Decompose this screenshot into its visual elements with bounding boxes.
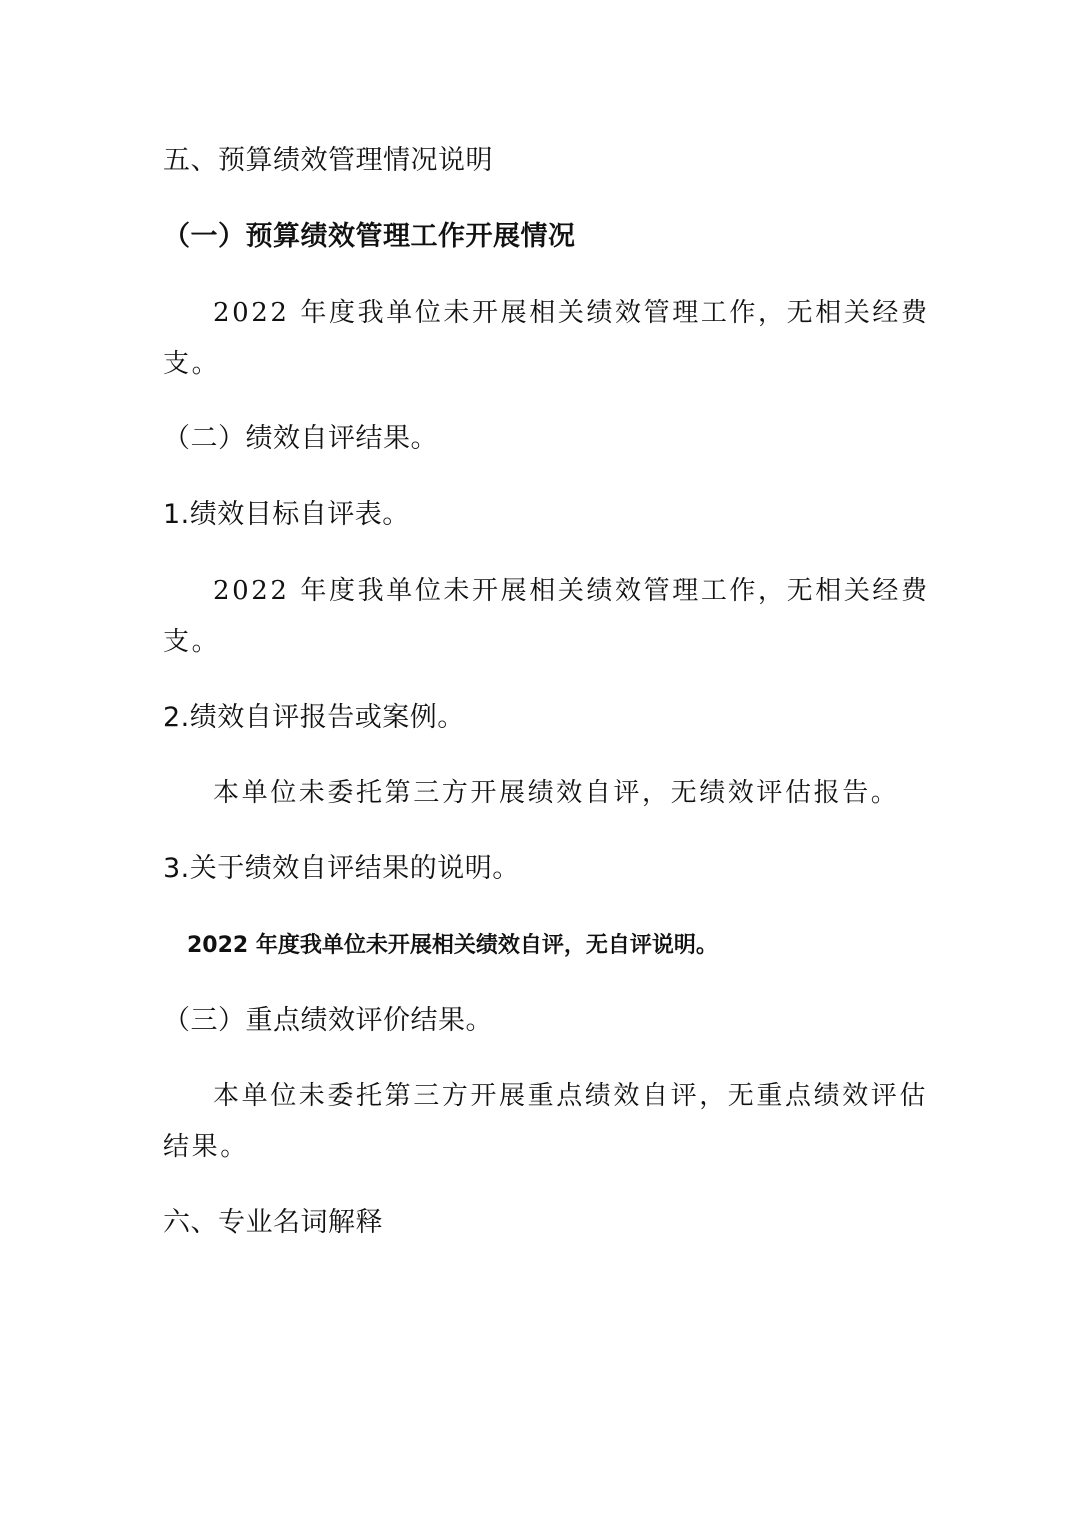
section-heading-glossary: 六、专业名词解释 bbox=[163, 1207, 383, 1238]
item-heading-result-explanation: 3.关于绩效自评结果的说明。 bbox=[163, 853, 520, 884]
subsection-heading-self-evaluation: （二）绩效自评结果。 bbox=[163, 423, 438, 454]
paragraph-key-evaluation-line-2: 结果。 bbox=[163, 1132, 249, 1162]
section-heading-budget-performance: 五、预算绩效管理情况说明 bbox=[163, 145, 493, 176]
paragraph-result-explanation: 2022 年度我单位未开展相关绩效自评，无自评说明。 bbox=[187, 933, 718, 958]
paragraph-report-case: 本单位未委托第三方开展绩效自评，无绩效评估报告。 bbox=[213, 778, 900, 808]
paragraph-key-evaluation-line-1: 本单位未委托第三方开展重点绩效自评，无重点绩效评估 bbox=[213, 1081, 929, 1111]
subsection-heading-key-evaluation: （三）重点绩效评价结果。 bbox=[163, 1005, 493, 1036]
paragraph-work-status-line-1: 2022 年度我单位未开展相关绩效管理工作，无相关经费 bbox=[213, 298, 930, 328]
paragraph-work-status-line-2: 支。 bbox=[163, 349, 221, 379]
paragraph-target-table-line-1: 2022 年度我单位未开展相关绩效管理工作，无相关经费 bbox=[213, 576, 930, 606]
subsection-heading-work-status: （一）预算绩效管理工作开展情况 bbox=[163, 221, 576, 252]
paragraph-target-table-line-2: 支。 bbox=[163, 627, 221, 657]
item-heading-target-table: 1.绩效目标自评表。 bbox=[163, 499, 410, 530]
item-heading-report-case: 2.绩效自评报告或案例。 bbox=[163, 702, 465, 733]
